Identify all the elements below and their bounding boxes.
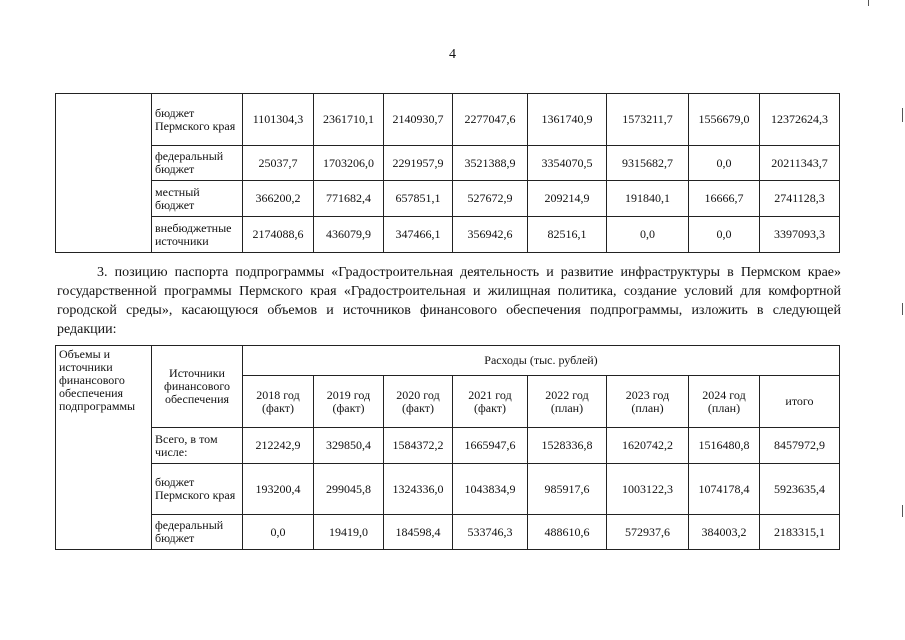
value-cell: 488610,6 bbox=[528, 515, 607, 550]
year-header: 2018 год (факт) bbox=[243, 376, 314, 428]
value-cell: 2277047,6 bbox=[453, 94, 528, 146]
value-cell: 384003,2 bbox=[689, 515, 760, 550]
value-cell: 1043834,9 bbox=[453, 464, 528, 515]
value-cell: 82516,1 bbox=[528, 217, 607, 253]
value-cell: 1516480,8 bbox=[689, 428, 760, 464]
value-cell: 0,0 bbox=[689, 146, 760, 181]
value-cell: 12372624,3 bbox=[760, 94, 840, 146]
table-row bbox=[56, 94, 840, 146]
year-header: 2023 год (план) bbox=[607, 376, 689, 428]
value-cell: 1556679,0 bbox=[689, 94, 760, 146]
value-cell: 657851,1 bbox=[384, 181, 453, 217]
table-row bbox=[56, 515, 840, 550]
value-cell: 212242,9 bbox=[243, 428, 314, 464]
value-cell: 533746,3 bbox=[453, 515, 528, 550]
header-volume-sources: Объемы и источники финансового обеспечения подпрограммы bbox=[56, 346, 152, 550]
value-cell: 25037,7 bbox=[243, 146, 314, 181]
value-cell: 1665947,6 bbox=[453, 428, 528, 464]
value-cell: 5923635,4 bbox=[760, 464, 840, 515]
value-cell: 0,0 bbox=[607, 217, 689, 253]
value-cell: 3397093,3 bbox=[760, 217, 840, 253]
year-header: 2020 год (факт) bbox=[384, 376, 453, 428]
value-cell: 2741128,3 bbox=[760, 181, 840, 217]
budget-table-continuation bbox=[55, 93, 840, 253]
table-row bbox=[56, 181, 840, 217]
table-row bbox=[56, 464, 840, 515]
value-cell: 209214,9 bbox=[528, 181, 607, 217]
value-cell: 191840,1 bbox=[607, 181, 689, 217]
value-cell: 2174088,6 bbox=[243, 217, 314, 253]
year-header: 2024 год (план) bbox=[689, 376, 760, 428]
page-number: 4 bbox=[449, 47, 456, 62]
value-cell: 3521388,9 bbox=[453, 146, 528, 181]
value-cell: 184598,4 bbox=[384, 515, 453, 550]
value-cell: 0,0 bbox=[243, 515, 314, 550]
empty-label-cell bbox=[56, 94, 152, 253]
value-cell: 1324336,0 bbox=[384, 464, 453, 515]
source-cell: федеральный бюджет bbox=[152, 515, 243, 550]
source-cell: местный бюджет bbox=[152, 181, 243, 217]
year-header: 2022 год (план) bbox=[528, 376, 607, 428]
table-row bbox=[56, 428, 840, 464]
scan-edge-right-2 bbox=[902, 303, 903, 315]
value-cell: 572937,6 bbox=[607, 515, 689, 550]
value-cell: 985917,6 bbox=[528, 464, 607, 515]
value-cell: 9315682,7 bbox=[607, 146, 689, 181]
value-cell: 16666,7 bbox=[689, 181, 760, 217]
value-cell: 356942,6 bbox=[453, 217, 528, 253]
total-header: итого bbox=[760, 376, 840, 428]
value-cell: 527672,9 bbox=[453, 181, 528, 217]
value-cell: 771682,4 bbox=[314, 181, 384, 217]
source-cell: внебюджетные источники bbox=[152, 217, 243, 253]
value-cell: 2183315,1 bbox=[760, 515, 840, 550]
value-cell: 1101304,3 bbox=[243, 94, 314, 146]
source-cell: бюджет Пермского края bbox=[152, 464, 243, 515]
value-cell: 20211343,7 bbox=[760, 146, 840, 181]
value-cell: 1361740,9 bbox=[528, 94, 607, 146]
source-cell: федеральный бюджет bbox=[152, 146, 243, 181]
value-cell: 19419,0 bbox=[314, 515, 384, 550]
value-cell: 1003122,3 bbox=[607, 464, 689, 515]
value-cell: 1703206,0 bbox=[314, 146, 384, 181]
value-cell: 2140930,7 bbox=[384, 94, 453, 146]
source-cell: Всего, в том числе: bbox=[152, 428, 243, 464]
table-row bbox=[56, 146, 840, 181]
value-cell: 436079,9 bbox=[314, 217, 384, 253]
scan-edge-top-right bbox=[868, 0, 869, 6]
value-cell: 3354070,5 bbox=[528, 146, 607, 181]
value-cell: 0,0 bbox=[689, 217, 760, 253]
value-cell: 329850,4 bbox=[314, 428, 384, 464]
budget-table-subprogram bbox=[55, 345, 840, 550]
year-header: 2019 год (факт) bbox=[314, 376, 384, 428]
value-cell: 2291957,9 bbox=[384, 146, 453, 181]
value-cell: 1584372,2 bbox=[384, 428, 453, 464]
scan-edge-right-3 bbox=[902, 505, 903, 517]
header-expenses: Расходы (тыс. рублей) bbox=[243, 346, 840, 376]
value-cell: 193200,4 bbox=[243, 464, 314, 515]
table-header-row bbox=[56, 346, 840, 376]
value-cell: 1573211,7 bbox=[607, 94, 689, 146]
value-cell: 366200,2 bbox=[243, 181, 314, 217]
year-header: 2021 год (факт) bbox=[453, 376, 528, 428]
value-cell: 1528336,8 bbox=[528, 428, 607, 464]
amendment-paragraph: 3. позицию паспорта подпрограммы «Градостроительная деятельность и развитие инфраструктуры в Пермском крае» государственной программы Пермского края «Градостроительная и жилищная политика, создание условий для комфортной городской среды», касающуюся объемов и источников финансового обеспечения подпрограммы, изложить в следующей редакции: bbox=[57, 265, 841, 337]
value-cell: 2361710,1 bbox=[314, 94, 384, 146]
header-sources: Источники финансового обеспечения bbox=[152, 346, 243, 428]
source-cell: бюджет Пермского края bbox=[152, 94, 243, 146]
value-cell: 1620742,2 bbox=[607, 428, 689, 464]
value-cell: 299045,8 bbox=[314, 464, 384, 515]
value-cell: 8457972,9 bbox=[760, 428, 840, 464]
value-cell: 347466,1 bbox=[384, 217, 453, 253]
scan-edge-right-1 bbox=[902, 108, 903, 122]
value-cell: 1074178,4 bbox=[689, 464, 760, 515]
table-row bbox=[56, 217, 840, 253]
